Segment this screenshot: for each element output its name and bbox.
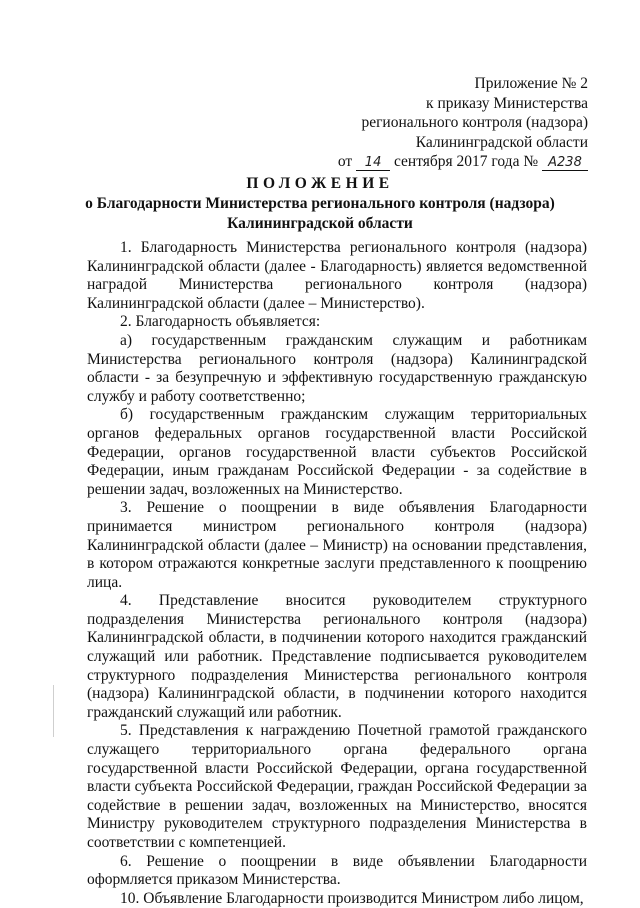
paragraph-3: 3. Решение о поощрении в виде объявления Благодарности принимается министром регионального контроля (надзора) Калининградской области (далее – Министр) на основании представления, в котором отражаются конкретные заслуги представленного к поощрению лица. <box>87 499 587 591</box>
appendix-line-3: регионального контроля (надзора) <box>361 114 588 131</box>
paragraph-2a: а) государственным гражданским служащим и работникам Министерства регионального контроля (надзора) Калининградской области - за безупречную и эффективную государственную гражданскую службу и работу соответственно; <box>87 331 587 405</box>
paragraph-6: 6. Решение о поощрении в виде объявлении Благодарности оформляется приказом Министерства. <box>87 852 587 889</box>
document-subtitle <box>80 194 560 233</box>
appendix-line-2: к приказу Министерства <box>426 94 588 112</box>
document-title: ПОЛОЖЕНИЕ <box>246 175 394 192</box>
paragraph-2: 2. Благодарность объявляется: <box>120 313 321 331</box>
handwritten-day: 14 <box>356 156 390 171</box>
handwritten-order-number: A238 <box>542 156 588 171</box>
appendix-line-1: Приложение № 2 <box>474 75 588 92</box>
paragraph-5: 5. Представления к награждению Почетной грамотой гражданского служащего территориального органа федерального органа государственной власти Российской Федерации, органа государственной власти субъекта Российской Федерации, граждан Российской Федерации за содействие в решении задач, возложенных на Министерство, вносятся Министру руководителем структурного подразделения Министерства в соответствии с компетенцией. <box>87 722 587 851</box>
appendix-header <box>288 74 588 172</box>
scan-margin-mark <box>53 685 54 737</box>
paragraph-10: 10. Объявление Благодарности производится Министром либо лицом, <box>120 889 584 907</box>
paragraph-1: 1. Благодарность Министерства регионального контроля (надзора) Калининградской области (далее - Благодарность) является ведомственной наградой Министерства регионального контроля (надзора) Калининградской области (далее – Министерство). <box>87 239 587 312</box>
subtitle-line-1: о Благодарности Министерства регионального контроля (надзора) <box>85 195 555 212</box>
paragraph-2b: б) государственным гражданским служащим территориальных органов федеральных органов государственной власти Российской Федерации, органов государственной власти субъектов Российской Федерации, иным гражданам Российской Федерации - за содействие в решении задач, возложенных на Министерство. <box>87 406 587 498</box>
date-prefix: от <box>337 153 353 170</box>
subtitle-line-2: Калининградской области <box>227 214 413 232</box>
date-middle: сентября 2017 года № <box>393 153 539 170</box>
appendix-date-line <box>288 152 588 172</box>
paragraph-4: 4. Представление вносится руководителем структурного подразделения Министерства регионального контроля (надзора) Калининградской области, в подчинении которого находится гражданский служащий или работник. Представление подписывается руководителем структурного подразделения Министерства регионального контроля (надзора) Калининградской области, в подчинении которого находится гражданский служащий или работник. <box>87 592 587 721</box>
document-body <box>87 239 587 908</box>
appendix-line-4: Калининградской области <box>415 133 588 151</box>
